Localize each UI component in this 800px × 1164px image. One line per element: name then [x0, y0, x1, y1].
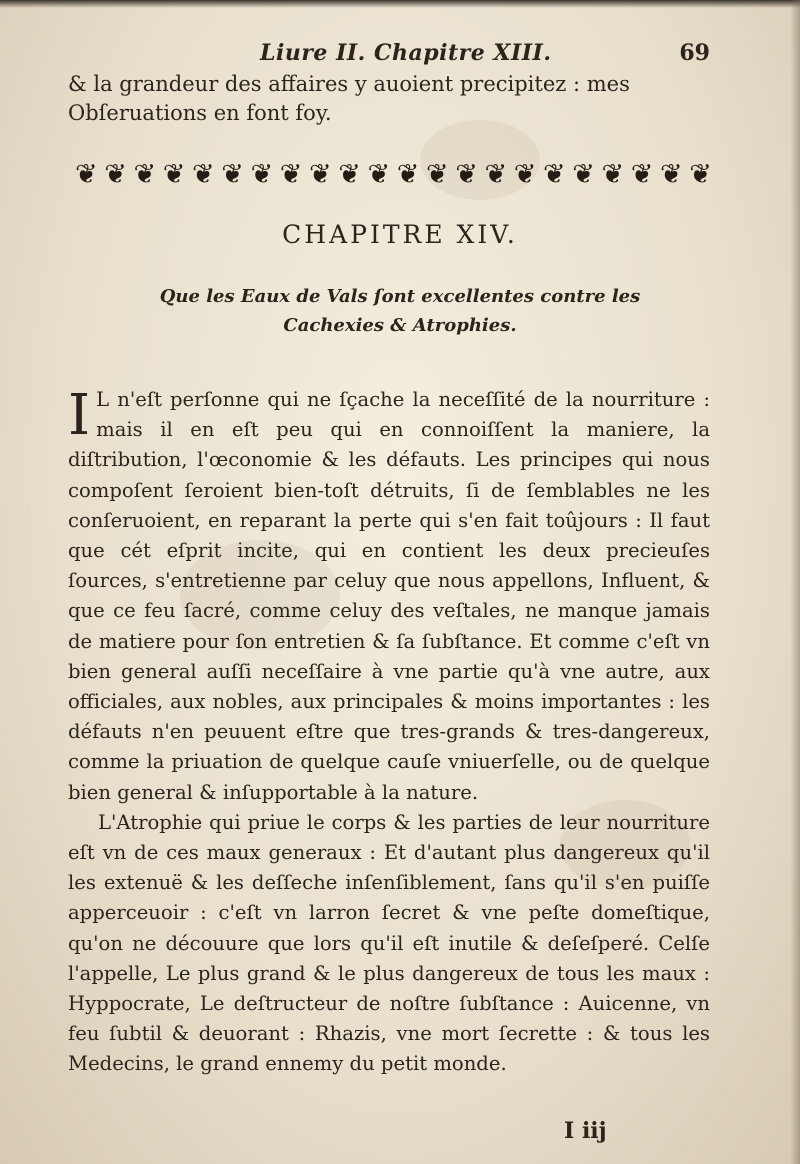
ornamental-band	[75, 158, 710, 190]
fleuron-icon: ❦	[572, 158, 593, 190]
fleuron-icon: ❦	[309, 158, 330, 190]
body-text	[68, 385, 710, 1080]
chapter-subtitle: Que les Eaux de Vals ſont excellentes contre les Cachexies & Atrophies.	[159, 286, 641, 336]
drop-cap-initial: I	[68, 383, 91, 448]
fleuron-icon: ❦	[396, 158, 418, 190]
chapter-title: CHAPITRE XIV.	[282, 220, 518, 249]
fleuron-icon: ❦	[250, 158, 272, 190]
fleuron-icon: ❦	[601, 158, 623, 190]
fleuron-icon: ❦	[484, 158, 506, 190]
fleuron-icon: ❦	[104, 158, 125, 190]
fleuron-icon: ❦	[455, 158, 476, 190]
paragraph-1	[68, 385, 710, 808]
running-title: Liure II. Chapitre XIII.	[260, 40, 552, 66]
page-number: 69	[679, 40, 710, 66]
fleuron-icon: ❦	[660, 158, 681, 190]
fleuron-icon: ❦	[162, 158, 184, 190]
carry-over-text: & la grandeur des affaires y auoient precipitez : mes Obſeruations en font foy.	[68, 72, 630, 125]
fleuron-icon: ❦	[221, 158, 242, 190]
fleuron-icon: ❦	[426, 158, 447, 190]
fleuron-icon: ❦	[338, 158, 359, 190]
running-head	[70, 40, 710, 72]
fleuron-icon: ❦	[543, 158, 564, 190]
fleuron-icon: ❦	[630, 158, 652, 190]
paragraph-2: L'Atrophie qui priue le corps & les parties de leur nourriture eſt vn de ces maux generaux : Et d'autant plus dangereux qu'il les extenuë & les deſſeche inſenſiblement, ſans qu'il s'en puiſſe apperceuoir : c'eſt vn larron ſecret & vne peſte domeſtique, qu'on ne découure que lors qu'il eſt inutile & deſeſperé. Celſe l'appelle, Le plus grand & le plus dangereux de tous les maux : Hyppocrate, Le deſtructeur de noſtre ſubſtance : Auicenne, vn feu ſubtil & deuorant : Rhazis, vne mort ſecrette : & tous les Medecins, le grand ennemy du petit monde.	[68, 810, 710, 1076]
signature-mark: I iij	[564, 1118, 607, 1144]
fleuron-icon: ❦	[133, 158, 155, 190]
fleuron-icon: ❦	[279, 158, 301, 190]
fleuron-icon: ❦	[689, 158, 710, 190]
paragraph-1-text: L n'eſt perſonne qui ne ſçache la neceſſité de la nourriture : mais il en eſt peu qui en connoiſſent la maniere, la diſtribution, l'œconomie & les défauts. Les principes qui nous compoſent ſeroient bien-toſt détruits, ſi de ſemblables ne les conſeruoient, en reparant la perte qui s'en fait toûjours : Il faut que cét eſprit incite, qui en contient les deux precieuſes ſources, s'entretienne par celuy que nous appellons, Influent, & que ce feu ſacré, comme celuy des veſtales, ne manque jamais de matiere pour ſon entretien & ſa ſubſtance. Et comme c'eſt vn bien general auſſi neceſſaire à vne partie qu'à vne autre, aux officiales, aux nobles, aux principales & moins importantes : les défauts n'en peuuent eſtre que tres-grands & tres-dangereux, comme la priuation de quelque cauſe vniuerſelle, ou de quelque bien general & inſupportable à la nature.	[68, 388, 710, 804]
fleuron-icon: ❦	[513, 158, 535, 190]
fleuron-icon: ❦	[192, 158, 213, 190]
fleuron-icon: ❦	[367, 158, 389, 190]
fleuron-icon: ❦	[75, 158, 96, 190]
